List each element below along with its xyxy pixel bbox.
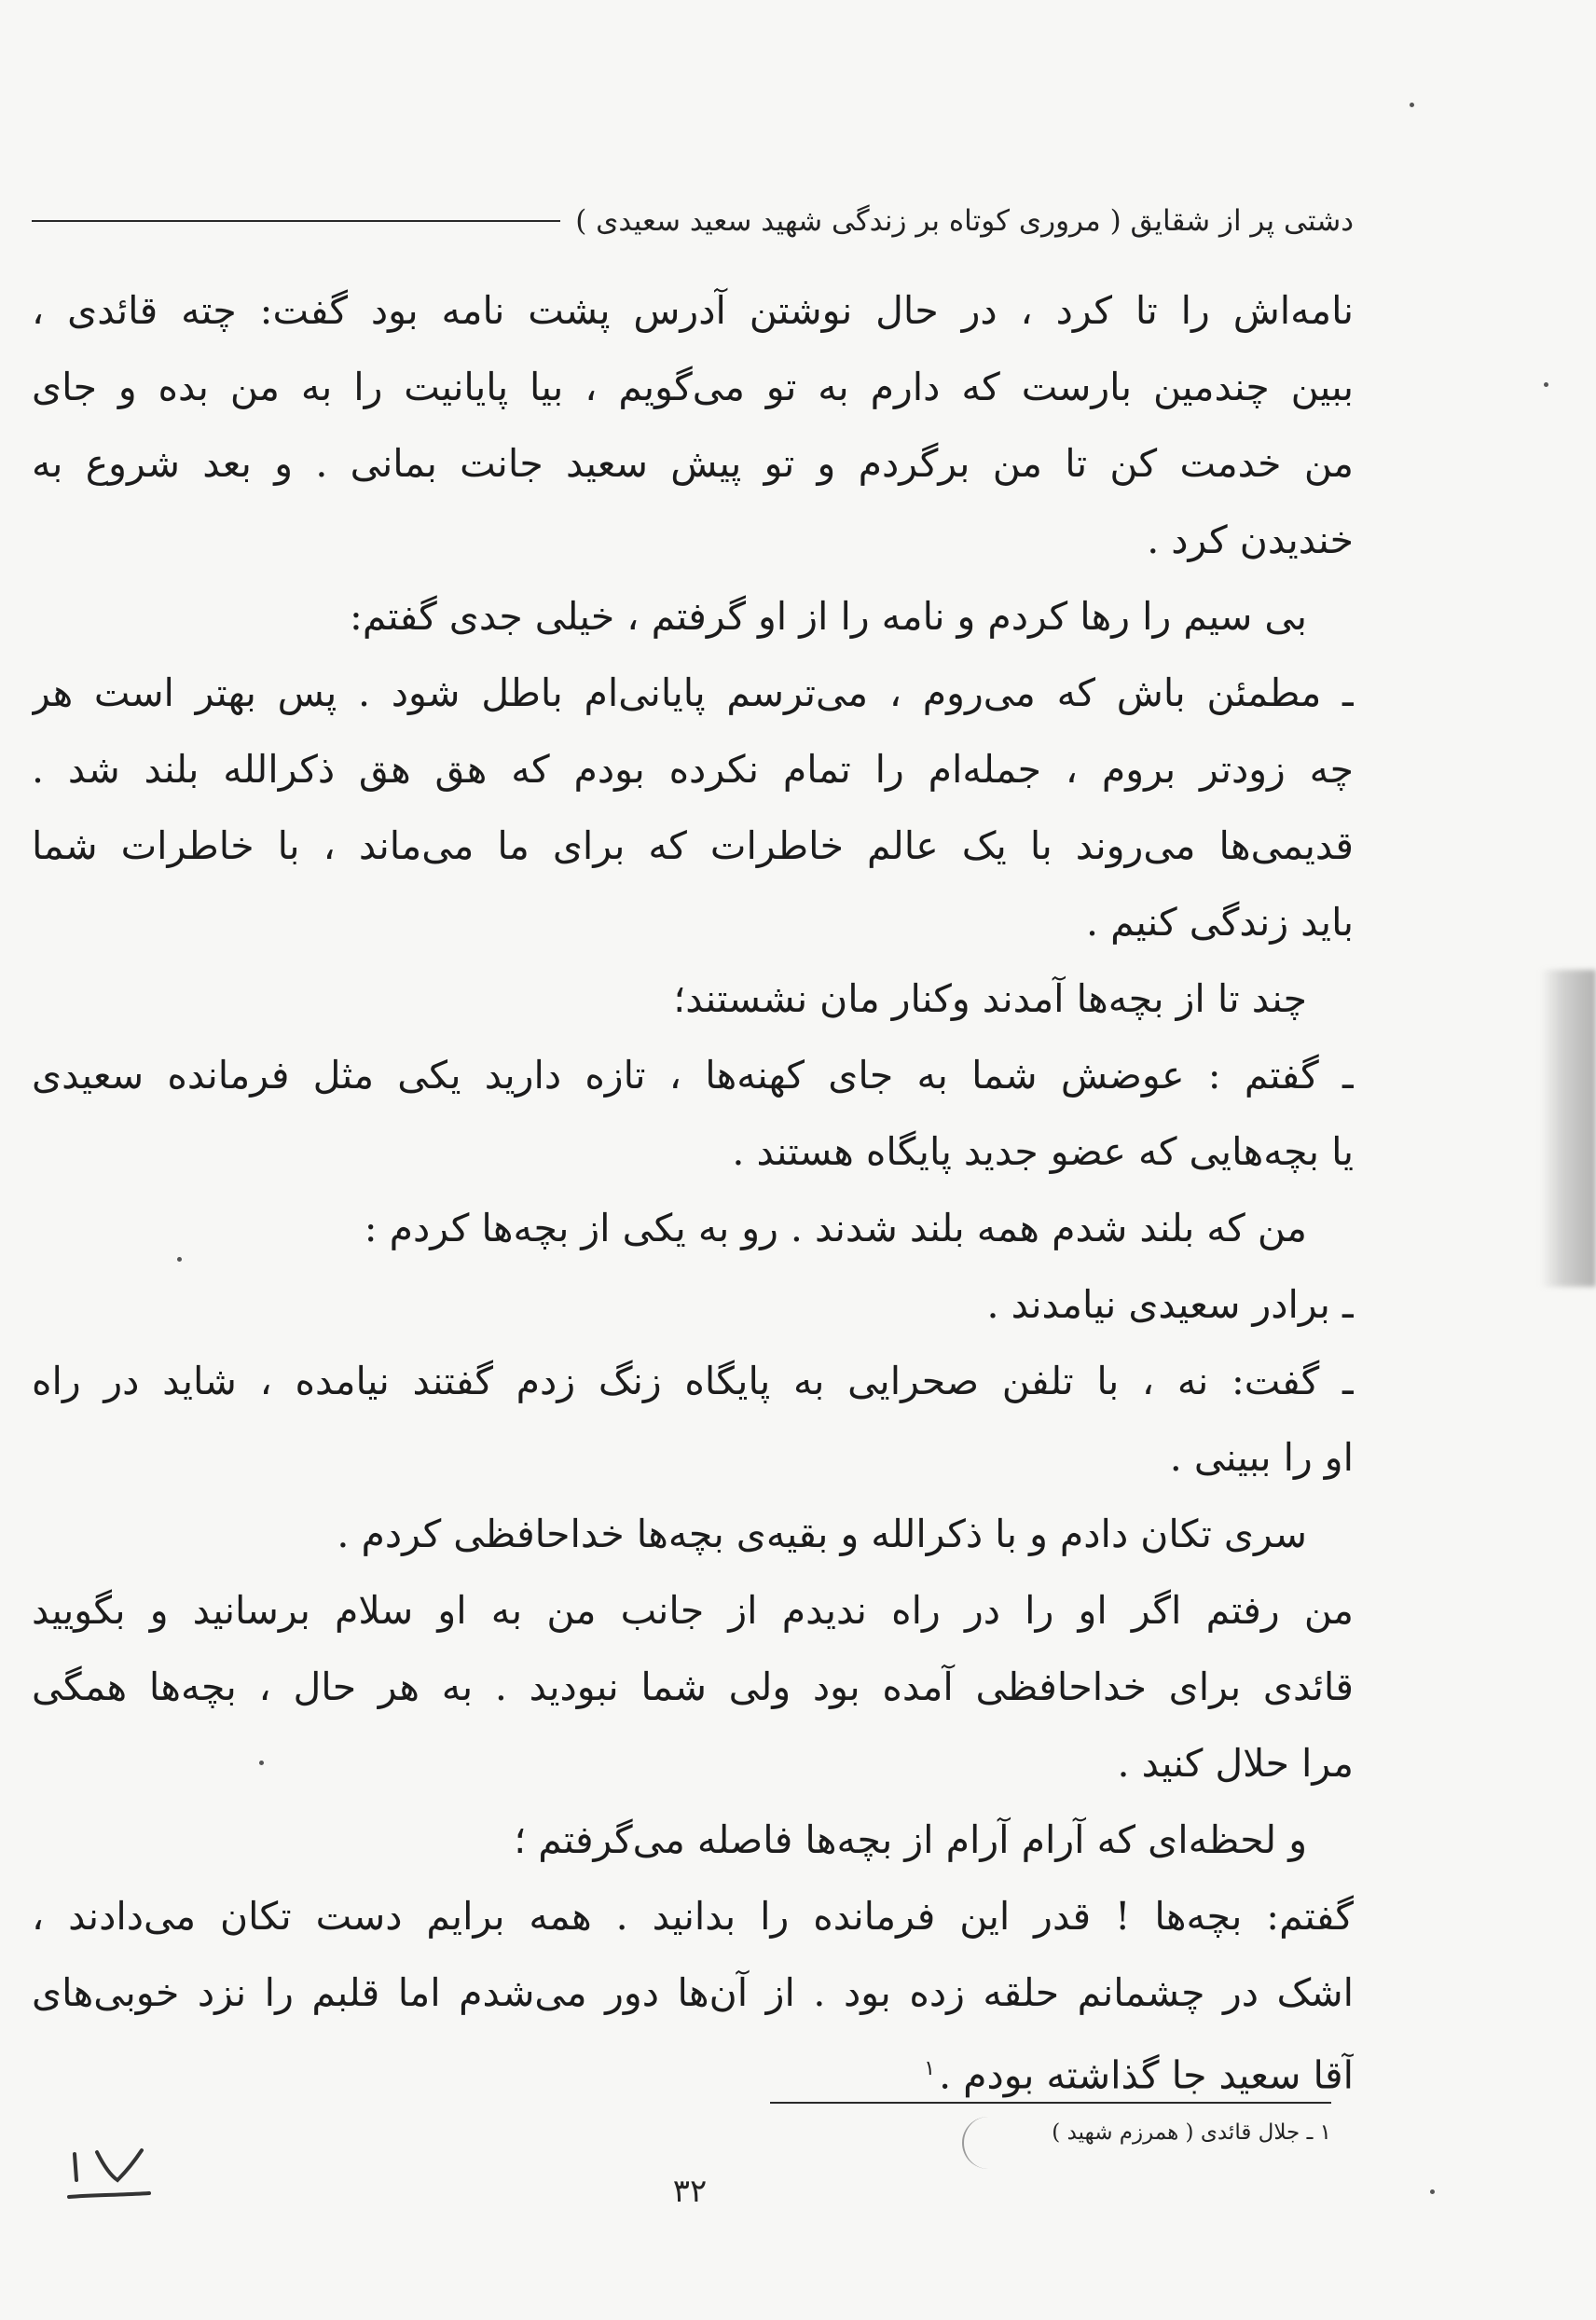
footnote-marker: ۱ [924,2057,936,2080]
text-line: بی سیم را رها کردم و نامه را از او گرفتم ، خیلی جدی گفتم: [350,594,1307,639]
text-line: یا بچه‌هایی که عضو جدید پایگاه هستند . [732,1129,1354,1174]
text-line: باید زندگی کنیم . [1086,900,1354,945]
text-line: چه زودتر بروم ، جمله‌ام را تمام نکرده بودم که هق هق ذکرالله بلند شد . [32,747,1354,792]
text-line: نامه‌اش را تا کرد ، در حال نوشتن آدرس پشت نامه بود گفت: چته قائدی ، [32,288,1354,333]
text-line: ـ گفت: نه ، با تلفن صحرایی به پایگاه زنگ زدم گفتند نیامده ، شاید در راه [32,1359,1354,1403]
header-rule [32,220,560,222]
text-line: من که بلند شدم همه بلند شدند . رو به یکی از بچه‌ها کردم : [364,1206,1307,1250]
scan-speck [259,1761,264,1765]
text-line [32,2031,1354,2107]
handwritten-annotation [63,2145,157,2219]
running-title: دشتی پر از شقایق ( مروری کوتاه بر زندگی شهید سعید سعیدی ) [575,204,1354,238]
scan-speck [177,1257,182,1262]
scan-edge-shadow [1540,970,1596,1287]
text-line: ببین چندمین بارست که دارم به تو می‌گویم ، بیا پایانیت را به من بده و جای [32,365,1354,409]
body-text [32,272,1354,2107]
text-line: ـ مطمئن باش که می‌روم ، می‌ترسم پایانی‌ام باطل شود . پس بهتر است هر [32,670,1354,715]
text-line: ـ گفتم : عوضش شما به جای کهنه‌ها ، تازه دارید یکی مثل فرمانده سعیدی [32,1053,1354,1098]
text-line: قائدی برای خداحافظی آمده بود ولی شما نبودید . به هر حال ، بچه‌ها همگی [32,1664,1354,1709]
text-line: و لحظه‌ای که آرام آرام از بچه‌ها فاصله می‌گرفتم ؛ [514,1817,1307,1862]
scan-speck [1430,2189,1435,2194]
scan-speck [1544,382,1548,387]
running-header [32,200,1354,242]
text-line: سری تکان دادم و با ذکرالله و بقیه‌ی بچه‌ها خداحافظی کردم . [337,1512,1307,1556]
last-line-text: آقا سعید جا گذاشته بودم . [939,2052,1354,2098]
page-number: ۳۲ [672,2173,708,2210]
text-line: چند تا از بچه‌ها آمدند وکنار مان نشستند؛ [673,976,1307,1021]
text-line: مرا حلال کنید . [1117,1741,1354,1786]
text-line: قدیمی‌ها می‌روند با یک عالم خاطرات که برای ما می‌ماند ، با خاطرات شما [32,823,1354,868]
text-line: گفتم: بچه‌ها ! قدر این فرمانده را بدانید . همه برایم دست تکان می‌دادند ، [32,1894,1354,1939]
text-line: من رفتم اگر او را در راه ندیدم از جانب من به او سلام برسانید و بگویید [32,1588,1354,1633]
text-line: خندیدن کرد . [1147,518,1354,562]
text-line: اشک در چشمانم حلقه زده بود . از آن‌ها دور می‌شدم اما قلبم را نزد خوبی‌های [32,1970,1354,2015]
footnote: ۱ ـ جلال قائدی ( همرزم شهید ) [1052,2120,1331,2145]
text-line: ـ برادر سعیدی نیامدند . [986,1282,1354,1327]
text-line: او را ببینی . [1169,1435,1354,1480]
text-line: من خدمت کن تا من برگردم و تو پیش سعید جانت بمانی . و بعد شروع به [32,441,1354,486]
footnote-rule [770,2102,1331,2104]
scan-speck [1410,103,1414,107]
